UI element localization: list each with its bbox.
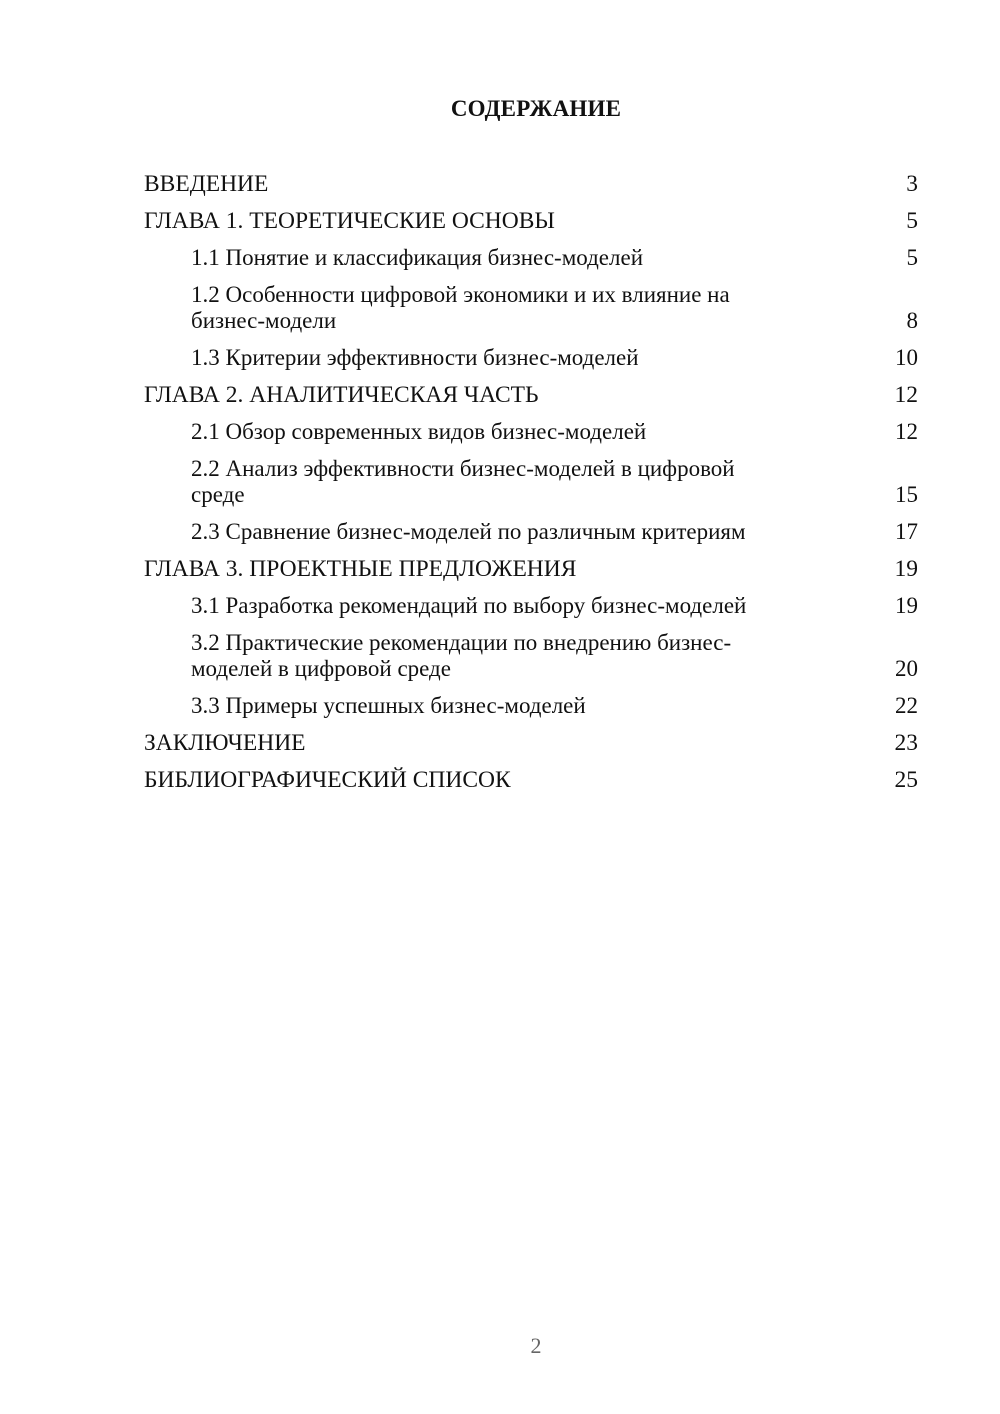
- toc-entry: [144, 414, 918, 451]
- toc-entry-page: 23: [894, 730, 918, 756]
- toc-entry: [144, 762, 918, 799]
- toc-entry-page: 3: [906, 171, 918, 197]
- toc-entry-page: 10: [895, 345, 918, 370]
- toc-entry-page: 12: [895, 419, 918, 444]
- toc-entry-page: 8: [906, 308, 918, 333]
- toc-entry-label: ГЛАВА 2. АНАЛИТИЧЕСКАЯ ЧАСТЬ: [144, 382, 539, 408]
- page-number: 2: [530, 1333, 542, 1358]
- toc-entry: [144, 688, 918, 725]
- toc-entry-label: ГЛАВА 1. ТЕОРЕТИЧЕСКИЕ ОСНОВЫ: [144, 208, 555, 234]
- toc-entry-page: 17: [895, 519, 918, 544]
- toc-entry-label: 2.2 Анализ эффективности бизнес-моделей в цифровой среде: [191, 456, 735, 507]
- toc-entry: [144, 377, 918, 414]
- toc-entry-label: 1.1 Понятие и классификация бизнес-моделей: [191, 245, 644, 270]
- toc-entry-label: ЗАКЛЮЧЕНИЕ: [144, 730, 306, 756]
- toc-entry: [144, 551, 918, 588]
- toc-entry-label: ВВЕДЕНИЕ: [144, 171, 269, 197]
- toc-entry: [144, 240, 918, 277]
- toc-entry-label: 3.1 Разработка рекомендаций по выбору бизнес-моделей: [191, 593, 747, 618]
- page-title: СОДЕРЖАНИЕ: [450, 96, 622, 121]
- toc-entry-page: 5: [906, 245, 918, 270]
- toc-entry-label: 3.2 Практические рекомендации по внедрению бизнес-моделей в цифровой среде: [191, 630, 732, 681]
- toc-entry-label: 1.3 Критерии эффективности бизнес-моделей: [191, 345, 639, 370]
- toc-entry: [144, 588, 918, 625]
- toc-entry-label: ГЛАВА 3. ПРОЕКТНЫЕ ПРЕДЛОЖЕНИЯ: [144, 556, 577, 582]
- toc-entry-label: 2.3 Сравнение бизнес-моделей по различным критериям: [191, 519, 746, 544]
- toc-entry-label: 1.2 Особенности цифровой экономики и их влияние на бизнес-модели: [191, 282, 730, 333]
- toc-entry: [144, 166, 918, 203]
- toc-entry: [144, 340, 918, 377]
- toc-entry: [144, 514, 918, 551]
- table-of-contents: [144, 166, 918, 799]
- toc-entry-page: 25: [894, 767, 918, 793]
- toc-entry-label: 3.3 Примеры успешных бизнес-моделей: [191, 693, 586, 718]
- toc-entry-page: 12: [894, 382, 918, 408]
- toc-entry-page: 20: [895, 656, 918, 681]
- toc-entry: [144, 625, 918, 688]
- toc-entry-page: 19: [895, 593, 918, 618]
- toc-entry-page: 5: [906, 208, 918, 234]
- toc-entry-label: БИБЛИОГРАФИЧЕСКИЙ СПИСОК: [144, 767, 511, 793]
- toc-entry-page: 19: [894, 556, 918, 582]
- toc-entry: [144, 203, 918, 240]
- toc-entry-page: 15: [895, 482, 918, 507]
- toc-entry: [144, 451, 918, 514]
- toc-entry-label: 2.1 Обзор современных видов бизнес-моделей: [191, 419, 647, 444]
- toc-entry: [144, 725, 918, 762]
- toc-entry-page: 22: [895, 693, 918, 718]
- toc-entry: [144, 277, 918, 340]
